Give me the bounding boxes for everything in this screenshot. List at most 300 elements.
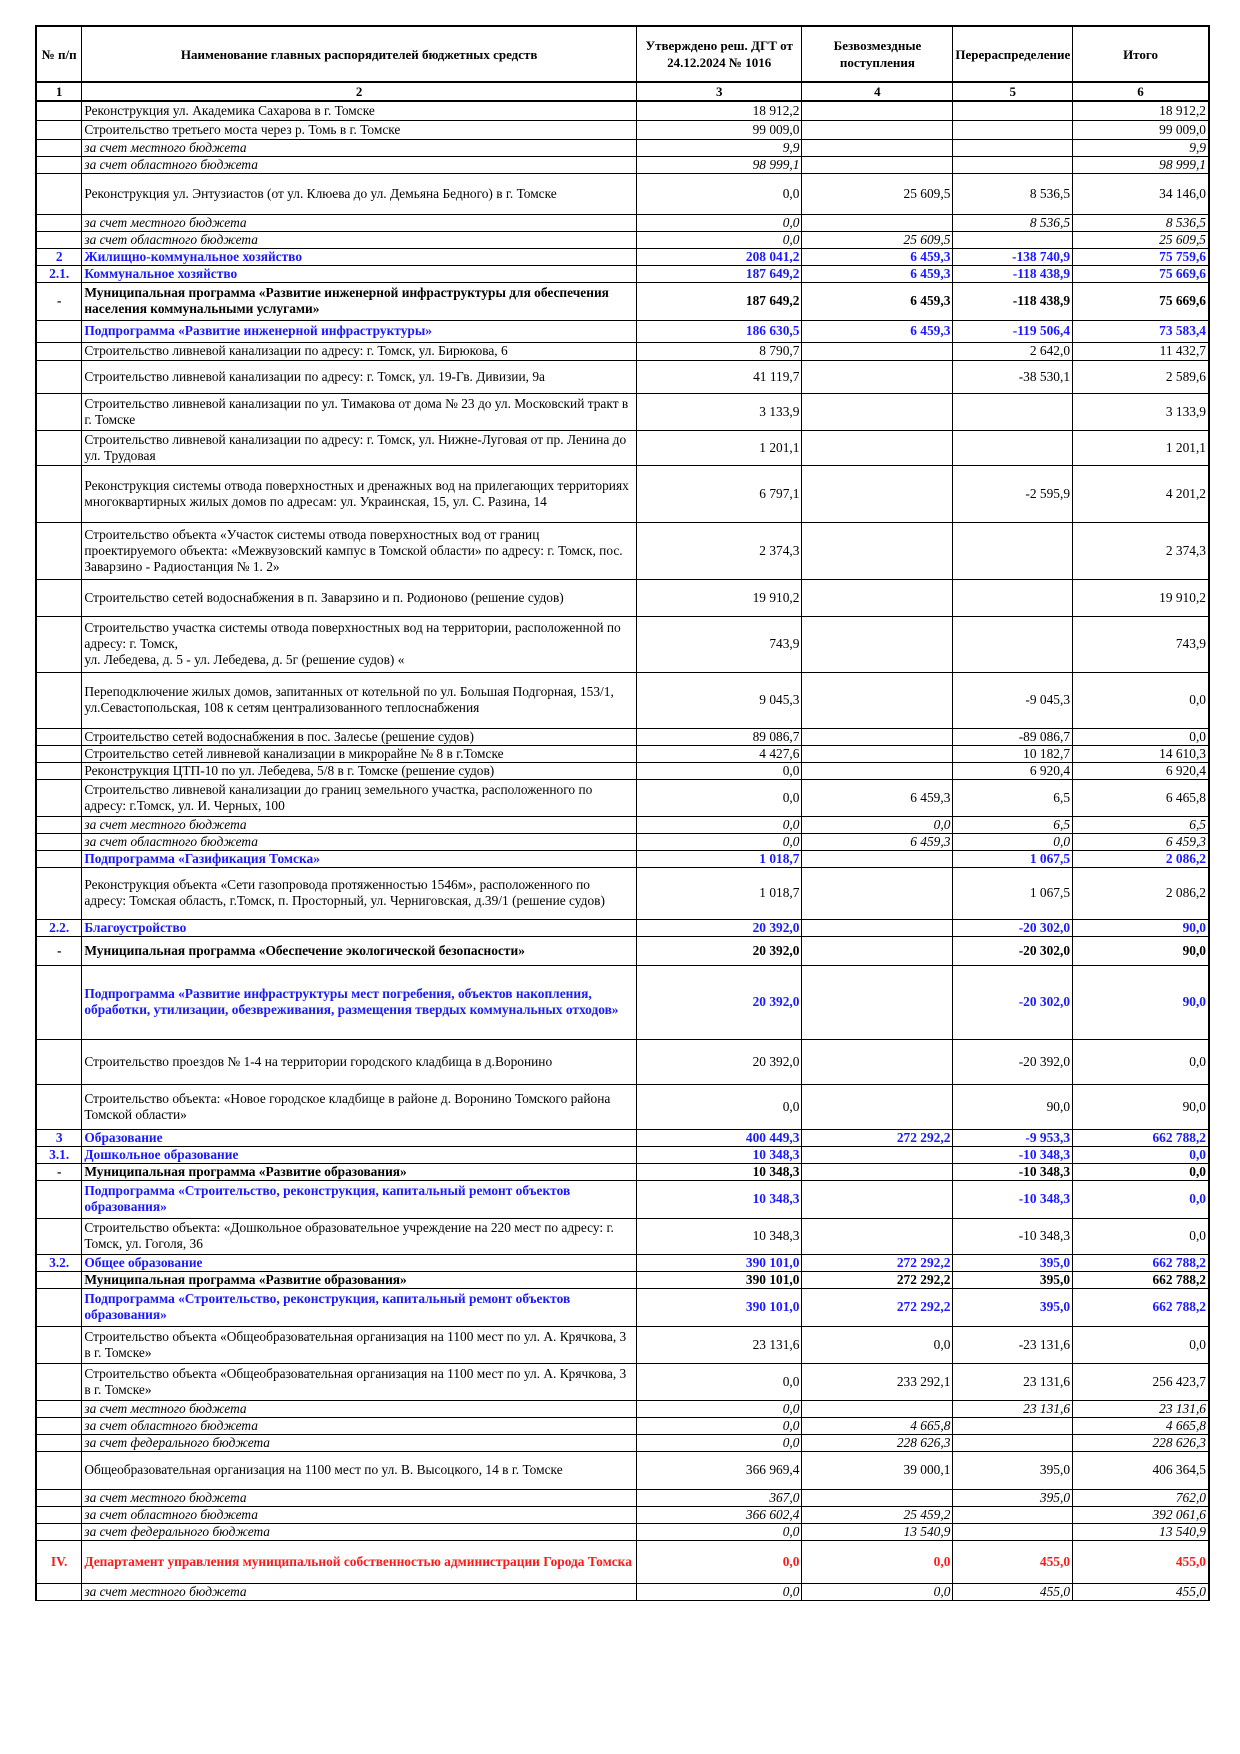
value-approved: 367,0 [636, 1489, 801, 1506]
value-approved: 3 133,9 [636, 393, 801, 430]
row-name: Строительство проездов № 1-4 на территории городского кладбища в д.Воронино [82, 1039, 637, 1084]
value-grants [802, 762, 953, 779]
value-grants [802, 965, 953, 1039]
value-total: 23 131,6 [1073, 1400, 1209, 1417]
value-total: 75 669,6 [1073, 282, 1209, 320]
table-row [36, 1326, 1209, 1363]
row-number [36, 139, 82, 156]
value-grants: 6 459,3 [802, 282, 953, 320]
budget-table [35, 25, 1210, 1601]
value-total: 762,0 [1073, 1489, 1209, 1506]
value-total: 662 788,2 [1073, 1254, 1209, 1271]
row-name: Коммунальное хозяйство [82, 265, 637, 282]
table-row [36, 139, 1209, 156]
value-total: 9,9 [1073, 139, 1209, 156]
col-number: 3 [636, 82, 801, 101]
value-total: 2 086,2 [1073, 850, 1209, 867]
value-approved: 18 912,2 [636, 101, 801, 120]
value-grants [802, 139, 953, 156]
table-row [36, 173, 1209, 214]
value-realloc: -20 302,0 [953, 936, 1073, 965]
value-total: 19 910,2 [1073, 579, 1209, 616]
value-realloc: 10 182,7 [953, 745, 1073, 762]
table-row [36, 672, 1209, 728]
table-row [36, 762, 1209, 779]
table-row [36, 1129, 1209, 1146]
value-realloc: 8 536,5 [953, 173, 1073, 214]
table-row [36, 1254, 1209, 1271]
row-name: Подпрограмма «Газификация Томска» [82, 850, 637, 867]
value-realloc [953, 1506, 1073, 1523]
row-number [36, 1271, 82, 1288]
table-row [36, 1039, 1209, 1084]
value-approved: 0,0 [636, 833, 801, 850]
value-approved: 8 790,7 [636, 342, 801, 360]
value-total: 0,0 [1073, 1146, 1209, 1163]
row-number [36, 1489, 82, 1506]
row-number [36, 342, 82, 360]
table-row [36, 1583, 1209, 1600]
value-approved: 0,0 [636, 1417, 801, 1434]
table-row [36, 342, 1209, 360]
value-realloc: 6,5 [953, 816, 1073, 833]
value-realloc: 90,0 [953, 1084, 1073, 1129]
table-row [36, 745, 1209, 762]
row-name: за счет федерального бюджета [82, 1434, 637, 1451]
value-approved: 0,0 [636, 1540, 801, 1583]
value-approved: 9 045,3 [636, 672, 801, 728]
row-name: Реконструкция ул. Академика Сахарова в г. Томске [82, 101, 637, 120]
col-header-realloc: Перераспределение [953, 26, 1073, 82]
value-total: 455,0 [1073, 1583, 1209, 1600]
row-number [36, 1288, 82, 1326]
value-total: 6 920,4 [1073, 762, 1209, 779]
row-number [36, 672, 82, 728]
row-number: 3 [36, 1129, 82, 1146]
table-row [36, 430, 1209, 465]
row-name: Строительство ливневой канализации до границ земельного участка, расположенного по адресу: г.Томск, ул. И. Черных, 100 [82, 779, 637, 816]
value-total: 90,0 [1073, 919, 1209, 936]
value-grants: 272 292,2 [802, 1271, 953, 1288]
value-realloc: 395,0 [953, 1271, 1073, 1288]
value-grants [802, 156, 953, 173]
value-realloc: -2 595,9 [953, 465, 1073, 522]
value-approved: 366 602,4 [636, 1506, 801, 1523]
value-realloc: 1 067,5 [953, 850, 1073, 867]
row-name: Общеобразовательная организация на 1100 мест по ул. В. Высоцкого, 14 в г. Томске [82, 1451, 637, 1489]
row-name: за счет областного бюджета [82, 1417, 637, 1434]
value-grants: 6 459,3 [802, 833, 953, 850]
value-realloc: -118 438,9 [953, 282, 1073, 320]
row-name: Благоустройство [82, 919, 637, 936]
value-grants [802, 360, 953, 393]
value-total: 2 589,6 [1073, 360, 1209, 393]
value-total: 99 009,0 [1073, 120, 1209, 139]
row-name: Подпрограмма «Строительство, реконструкция, капитальный ремонт объектов образования» [82, 1180, 637, 1218]
value-grants [802, 1039, 953, 1084]
value-grants [802, 430, 953, 465]
value-approved: 0,0 [636, 1084, 801, 1129]
table-row [36, 1523, 1209, 1540]
value-approved: 19 910,2 [636, 579, 801, 616]
row-name: за счет местного бюджета [82, 1583, 637, 1600]
value-total: 0,0 [1073, 728, 1209, 745]
row-name: Муниципальная программа «Развитие инженерной инфраструктуры для обеспечения населения коммунальными услугами» [82, 282, 637, 320]
row-number [36, 1417, 82, 1434]
value-grants [802, 919, 953, 936]
value-approved: 0,0 [636, 214, 801, 231]
value-total: 256 423,7 [1073, 1363, 1209, 1400]
value-realloc: 395,0 [953, 1254, 1073, 1271]
value-total: 90,0 [1073, 1084, 1209, 1129]
row-number [36, 360, 82, 393]
column-number-row [36, 82, 1209, 101]
value-realloc: -89 086,7 [953, 728, 1073, 745]
value-realloc [953, 139, 1073, 156]
value-grants [802, 579, 953, 616]
value-approved: 400 449,3 [636, 1129, 801, 1146]
value-grants: 233 292,1 [802, 1363, 953, 1400]
row-number [36, 1451, 82, 1489]
row-name: за счет местного бюджета [82, 139, 637, 156]
row-number: 2 [36, 248, 82, 265]
row-name: за счет федерального бюджета [82, 1523, 637, 1540]
row-name: Муниципальная программа «Развитие образования» [82, 1163, 637, 1180]
row-name: Строительство объекта «Общеобразовательная организация на 1100 мест по ул. А. Крячкова, 3 в г. Томске» [82, 1363, 637, 1400]
value-grants [802, 672, 953, 728]
value-total: 662 788,2 [1073, 1271, 1209, 1288]
value-total: 6 465,8 [1073, 779, 1209, 816]
table-row [36, 1163, 1209, 1180]
row-name: за счет областного бюджета [82, 833, 637, 850]
row-number: 3.2. [36, 1254, 82, 1271]
col-header-name: Наименование главных распорядителей бюджетных средств [82, 26, 637, 82]
value-grants: 6 459,3 [802, 779, 953, 816]
row-name: Реконструкция системы отвода поверхностных и дренажных вод на прилегающих территориях многоквартирных жилых домов по адресам: ул. Украинская, 15, ул. С. Разина, 14 [82, 465, 637, 522]
row-number [36, 1400, 82, 1417]
col-header-total: Итого [1073, 26, 1209, 82]
value-total: 6,5 [1073, 816, 1209, 833]
value-grants [802, 101, 953, 120]
row-name: Реконструкция объекта «Сети газопровода протяженностью 1546м», расположенного по адресу: Томская область, г.Томск, п. Просторный, ул. Черниговская, д.39/1 (решение судов) [82, 867, 637, 919]
row-number [36, 156, 82, 173]
value-realloc: 455,0 [953, 1540, 1073, 1583]
value-realloc: 23 131,6 [953, 1363, 1073, 1400]
row-name: Подпрограмма «Развитие инфраструктуры мест погребения, объектов накопления, обработки, утилизации, обезвреживания, размещения твердых коммунальных отходов» [82, 965, 637, 1039]
table-row [36, 465, 1209, 522]
value-realloc: -20 392,0 [953, 1039, 1073, 1084]
value-realloc [953, 522, 1073, 579]
value-realloc: -38 530,1 [953, 360, 1073, 393]
value-realloc: -20 302,0 [953, 965, 1073, 1039]
table-row [36, 1540, 1209, 1583]
row-number [36, 522, 82, 579]
value-total: 90,0 [1073, 965, 1209, 1039]
row-number [36, 101, 82, 120]
value-realloc [953, 393, 1073, 430]
value-total: 8 536,5 [1073, 214, 1209, 231]
value-realloc [953, 231, 1073, 248]
table-row [36, 1084, 1209, 1129]
value-realloc: 6 920,4 [953, 762, 1073, 779]
value-total: 0,0 [1073, 1039, 1209, 1084]
row-name: Строительство объекта: «Дошкольное образовательное учреждение на 220 мест по адресу: г. Томск, ул. Гоголя, 36 [82, 1218, 637, 1254]
row-number [36, 320, 82, 342]
value-total: 662 788,2 [1073, 1129, 1209, 1146]
value-total: 18 912,2 [1073, 101, 1209, 120]
row-number [36, 728, 82, 745]
value-total: 0,0 [1073, 1180, 1209, 1218]
value-grants [802, 1489, 953, 1506]
row-number [36, 1434, 82, 1451]
value-approved: 1 018,7 [636, 850, 801, 867]
value-grants: 0,0 [802, 1326, 953, 1363]
value-approved: 23 131,6 [636, 1326, 801, 1363]
value-realloc: -10 348,3 [953, 1163, 1073, 1180]
value-approved: 0,0 [636, 231, 801, 248]
value-grants [802, 728, 953, 745]
row-number [36, 430, 82, 465]
value-grants: 272 292,2 [802, 1254, 953, 1271]
value-grants [802, 850, 953, 867]
row-name: Строительство участка системы отвода поверхностных вод на территории, расположенной по адресу: г. Томск, ул. Лебедева, д. 5 - ул. Лебедева, д. 5г (решение судов) « [82, 616, 637, 672]
value-total: 0,0 [1073, 1163, 1209, 1180]
row-number [36, 1506, 82, 1523]
value-approved: 20 392,0 [636, 936, 801, 965]
value-grants [802, 393, 953, 430]
row-number [36, 867, 82, 919]
table-row [36, 282, 1209, 320]
value-approved: 41 119,7 [636, 360, 801, 393]
table-row [36, 616, 1209, 672]
row-number [36, 1039, 82, 1084]
value-realloc: 8 536,5 [953, 214, 1073, 231]
value-approved: 2 374,3 [636, 522, 801, 579]
table-row [36, 393, 1209, 430]
row-number [36, 745, 82, 762]
value-realloc: 23 131,6 [953, 1400, 1073, 1417]
col-number: 2 [82, 82, 637, 101]
value-grants [802, 465, 953, 522]
value-approved: 10 348,3 [636, 1146, 801, 1163]
value-realloc: 395,0 [953, 1288, 1073, 1326]
value-realloc: -138 740,9 [953, 248, 1073, 265]
row-number [36, 173, 82, 214]
value-grants: 0,0 [802, 1540, 953, 1583]
value-approved: 390 101,0 [636, 1271, 801, 1288]
value-approved: 6 797,1 [636, 465, 801, 522]
value-approved: 98 999,1 [636, 156, 801, 173]
row-number [36, 1583, 82, 1600]
value-grants [802, 214, 953, 231]
value-realloc [953, 579, 1073, 616]
value-grants [802, 745, 953, 762]
table-row [36, 120, 1209, 139]
value-grants: 4 665,8 [802, 1417, 953, 1434]
value-total: 90,0 [1073, 936, 1209, 965]
table-row [36, 779, 1209, 816]
value-total: 392 061,6 [1073, 1506, 1209, 1523]
value-grants [802, 120, 953, 139]
value-total: 14 610,3 [1073, 745, 1209, 762]
row-number [36, 1180, 82, 1218]
table-row [36, 248, 1209, 265]
value-realloc [953, 156, 1073, 173]
row-number: 3.1. [36, 1146, 82, 1163]
value-realloc: 455,0 [953, 1583, 1073, 1600]
value-grants [802, 867, 953, 919]
table-row [36, 1417, 1209, 1434]
row-number [36, 965, 82, 1039]
value-realloc: -10 348,3 [953, 1146, 1073, 1163]
value-approved: 186 630,5 [636, 320, 801, 342]
row-name: за счет областного бюджета [82, 156, 637, 173]
table-row [36, 1451, 1209, 1489]
row-number [36, 1326, 82, 1363]
value-grants: 39 000,1 [802, 1451, 953, 1489]
row-name: Строительство объекта «Участок системы отвода поверхностных вод от границ проектируемого объекта: «Межвузовский кампус в Томской области» по адресу: г. Томск, пос. Заварзино - Радиостанция № 1. 2» [82, 522, 637, 579]
table-row [36, 1489, 1209, 1506]
row-name: за счет местного бюджета [82, 1489, 637, 1506]
row-name: Реконструкция ЦТП-10 по ул. Лебедева, 5/8 в г. Томске (решение судов) [82, 762, 637, 779]
table-row [36, 919, 1209, 936]
row-name: Дошкольное образование [82, 1146, 637, 1163]
table-row [36, 320, 1209, 342]
row-name: за счет местного бюджета [82, 214, 637, 231]
row-name: Строительство сетей водоснабжения в пос. Залесье (решение судов) [82, 728, 637, 745]
value-approved: 9,9 [636, 139, 801, 156]
row-number [36, 1363, 82, 1400]
value-approved: 99 009,0 [636, 120, 801, 139]
row-number [36, 1523, 82, 1540]
row-name: за счет областного бюджета [82, 1506, 637, 1523]
value-total: 3 133,9 [1073, 393, 1209, 430]
value-realloc [953, 616, 1073, 672]
value-grants: 6 459,3 [802, 248, 953, 265]
value-realloc: -9 953,3 [953, 1129, 1073, 1146]
row-number: - [36, 936, 82, 965]
value-approved: 187 649,2 [636, 282, 801, 320]
row-name: Строительство сетей ливневой канализации в микрорайне № 8 в г.Томске [82, 745, 637, 762]
value-approved: 10 348,3 [636, 1180, 801, 1218]
value-grants: 0,0 [802, 816, 953, 833]
row-number [36, 816, 82, 833]
table-row [36, 1180, 1209, 1218]
value-approved: 1 201,1 [636, 430, 801, 465]
value-total: 4 665,8 [1073, 1417, 1209, 1434]
value-total: 4 201,2 [1073, 465, 1209, 522]
row-number [36, 850, 82, 867]
value-realloc: 1 067,5 [953, 867, 1073, 919]
row-number [36, 120, 82, 139]
value-total: 13 540,9 [1073, 1523, 1209, 1540]
value-total: 2 086,2 [1073, 867, 1209, 919]
col-header-grants: Безвозмездные поступления [802, 26, 953, 82]
row-name: Жилищно-коммунальное хозяйство [82, 248, 637, 265]
value-approved: 10 348,3 [636, 1163, 801, 1180]
value-total: 743,9 [1073, 616, 1209, 672]
value-total: 406 364,5 [1073, 1451, 1209, 1489]
value-approved: 89 086,7 [636, 728, 801, 745]
col-number: 4 [802, 82, 953, 101]
col-header-approved: Утверждено реш. ДГТ от 24.12.2024 № 1016 [636, 26, 801, 82]
value-approved: 366 969,4 [636, 1451, 801, 1489]
row-name: Строительство объекта «Общеобразовательная организация на 1100 мест по ул. А. Крячкова, 3 в г. Томске» [82, 1326, 637, 1363]
value-grants: 228 626,3 [802, 1434, 953, 1451]
header-row [36, 26, 1209, 82]
row-name: за счет местного бюджета [82, 816, 637, 833]
value-realloc: 395,0 [953, 1451, 1073, 1489]
row-number [36, 214, 82, 231]
value-total: 75 759,6 [1073, 248, 1209, 265]
table-row [36, 816, 1209, 833]
table-row [36, 522, 1209, 579]
table-row [36, 231, 1209, 248]
value-grants: 25 609,5 [802, 173, 953, 214]
col-header-num: № п/п [36, 26, 82, 82]
value-realloc: 395,0 [953, 1489, 1073, 1506]
value-grants: 0,0 [802, 1583, 953, 1600]
value-approved: 20 392,0 [636, 919, 801, 936]
table-row [36, 867, 1209, 919]
value-grants [802, 1218, 953, 1254]
table-row [36, 850, 1209, 867]
row-name: Строительство ливневой канализации по адресу: г. Томск, ул. Бирюкова, 6 [82, 342, 637, 360]
value-total: 6 459,3 [1073, 833, 1209, 850]
value-total: 0,0 [1073, 672, 1209, 728]
value-total: 0,0 [1073, 1218, 1209, 1254]
row-name: Департамент управления муниципальной собственностью администрации Города Томска [82, 1540, 637, 1583]
value-realloc [953, 430, 1073, 465]
value-grants: 13 540,9 [802, 1523, 953, 1540]
value-approved: 10 348,3 [636, 1218, 801, 1254]
value-approved: 0,0 [636, 762, 801, 779]
value-grants [802, 342, 953, 360]
value-grants [802, 1146, 953, 1163]
row-name: Подпрограмма «Развитие инженерной инфраструктуры» [82, 320, 637, 342]
value-approved: 390 101,0 [636, 1288, 801, 1326]
value-total: 1 201,1 [1073, 430, 1209, 465]
value-grants: 272 292,2 [802, 1129, 953, 1146]
row-name: Подпрограмма «Строительство, реконструкция, капитальный ремонт объектов образования» [82, 1288, 637, 1326]
table-row [36, 1363, 1209, 1400]
table-row [36, 833, 1209, 850]
value-total: 98 999,1 [1073, 156, 1209, 173]
value-approved: 0,0 [636, 816, 801, 833]
value-realloc [953, 1523, 1073, 1540]
value-grants [802, 936, 953, 965]
row-name: Образование [82, 1129, 637, 1146]
value-approved: 0,0 [636, 1434, 801, 1451]
value-grants [802, 1180, 953, 1218]
row-name: Строительство объекта: «Новое городское кладбище в районе д. Воронино Томского района Томской области» [82, 1084, 637, 1129]
table-row [36, 101, 1209, 120]
value-total: 25 609,5 [1073, 231, 1209, 248]
value-approved: 187 649,2 [636, 265, 801, 282]
value-approved: 0,0 [636, 1583, 801, 1600]
table-row [36, 1271, 1209, 1288]
value-realloc: -118 438,9 [953, 265, 1073, 282]
row-name: Переподключение жилых домов, запитанных от котельной по ул. Большая Подгорная, 153/1, ул.Севастопольская, 108 к сетям централизованного теплоснабжения [82, 672, 637, 728]
table-row [36, 1218, 1209, 1254]
value-total: 34 146,0 [1073, 173, 1209, 214]
value-grants: 6 459,3 [802, 320, 953, 342]
table-row [36, 1146, 1209, 1163]
value-grants [802, 1084, 953, 1129]
value-realloc: -119 506,4 [953, 320, 1073, 342]
table-row [36, 265, 1209, 282]
table-row [36, 1400, 1209, 1417]
